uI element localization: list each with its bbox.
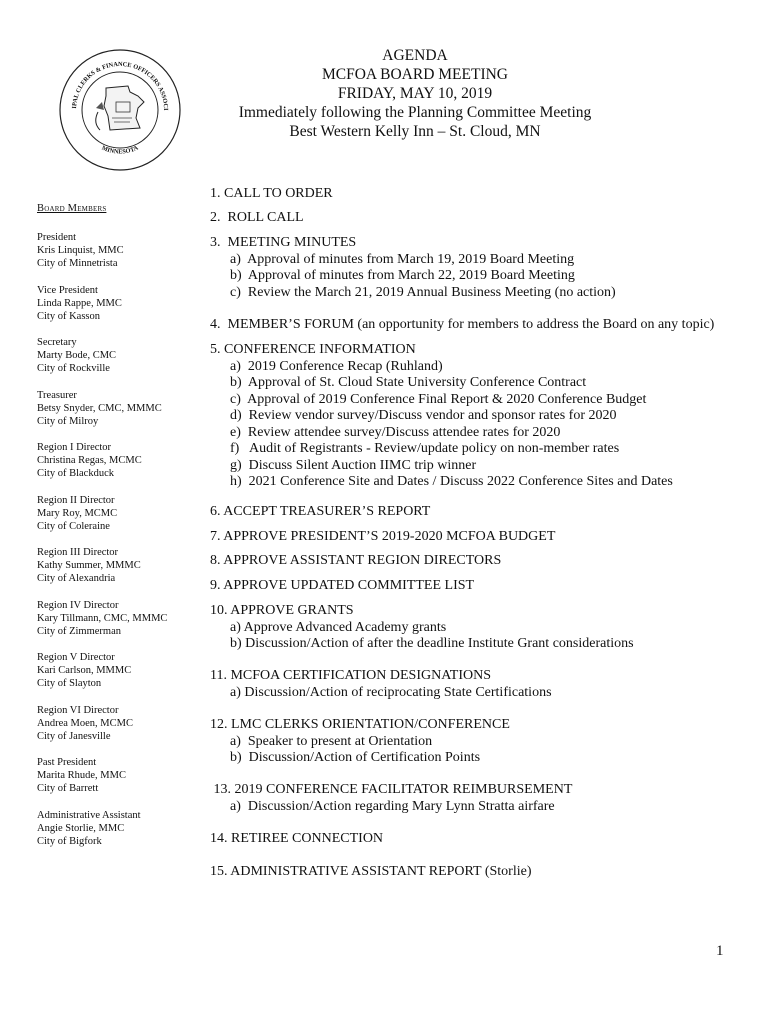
agenda-item <box>210 553 750 570</box>
agenda-subitem: a) Discussion/Action regarding Mary Lynn Stratta airfare <box>230 798 555 814</box>
board-member <box>37 231 197 270</box>
agenda-subitem: h) 2021 Conference Site and Dates / Discuss 2022 Conference Sites and Dates <box>230 474 673 489</box>
member-city: City of Kasson <box>37 310 100 322</box>
svg-text:MUNICIPAL CLERKS & FINANCE OFF: IPAL CLERKS & FINANCE OFFICERS ASSOCI <box>71 60 170 111</box>
agenda-item-label: 3. MEETING MINUTES <box>210 235 357 250</box>
member-role: Region III Director <box>37 547 119 558</box>
agenda-item <box>210 317 750 334</box>
agenda-subitem: c) Review the March 21, 2019 Annual Business Meeting (no action) <box>230 284 616 300</box>
agenda-subitem: b) Discussion/Action of after the deadline Institute Grant considerations <box>230 636 634 651</box>
agenda-subitem: d) Review vendor survey/Discuss vendor and sponsor rates for 2020 <box>230 408 617 423</box>
agenda-subitem: a) 2019 Conference Recap (Ruhland) <box>230 358 443 374</box>
member-role: Region V Director <box>37 652 115 663</box>
agenda-subitem: b) Approval of St. Cloud State University Conference Contract <box>230 375 587 390</box>
agenda-item-label: 6. ACCEPT TREASURER’S REPORT <box>210 504 431 519</box>
agenda-item-label: 10. APPROVE GRANTS <box>210 603 354 618</box>
agenda-item <box>210 529 750 546</box>
member-city: City of Alexandria <box>37 573 116 584</box>
header-meeting-name: MCFOA BOARD MEETING <box>321 66 508 83</box>
member-role: Secretary <box>37 337 77 348</box>
member-city: City of Milroy <box>37 415 99 427</box>
page-number: 1 <box>716 943 724 959</box>
member-role: Past President <box>37 757 97 768</box>
board-member <box>37 336 197 375</box>
agenda-item-label: 11. MCFOA CERTIFICATION DESIGNATIONS <box>210 668 491 683</box>
agenda-item <box>210 668 750 701</box>
member-city: City of Minnetrista <box>37 258 118 269</box>
member-name: Christina Regas, MCMC <box>37 455 142 466</box>
agenda-header <box>215 46 615 141</box>
agenda-item-label: 1. CALL TO ORDER <box>210 186 333 201</box>
board-member <box>37 599 197 638</box>
agenda-subitem: a) Discussion/Action of reciprocating State Certifications <box>230 684 552 700</box>
board-members-list <box>37 231 197 848</box>
agenda-item <box>210 782 750 815</box>
member-city: City of Slayton <box>37 678 102 689</box>
member-name: Kathy Summer, MMMC <box>37 560 141 571</box>
agenda-subitem: c) Approval of 2019 Conference Final Report & 2020 Conference Budget <box>230 391 647 407</box>
member-name: Kris Linquist, MMC <box>37 245 124 256</box>
agenda-item-label: 8. APPROVE ASSISTANT REGION DIRECTORS <box>210 553 502 568</box>
member-city: City of Rockville <box>37 363 110 374</box>
board-member <box>37 494 197 533</box>
agenda-list <box>210 186 750 906</box>
member-name: Kary Tillmann, CMC, MMMC <box>37 612 168 624</box>
board-member <box>37 389 197 428</box>
board-member <box>37 284 197 323</box>
agenda-item-label: 2. ROLL CALL <box>210 210 304 225</box>
agenda-item <box>210 186 750 203</box>
member-city: City of Blackduck <box>37 468 114 479</box>
agenda-item <box>210 342 750 491</box>
board-member <box>37 546 197 585</box>
agenda-item-label: 15. ADMINISTRATIVE ASSISTANT REPORT (Storlie) <box>210 864 532 879</box>
agenda-subitem: a) Approval of minutes from March 19, 2019 Board Meeting <box>230 251 575 267</box>
agenda-subitem: f) Audit of Registrants - Review/update policy on non-member rates <box>230 441 620 456</box>
member-city: City of Janesville <box>37 730 111 742</box>
agenda-item <box>210 717 750 767</box>
member-role: Vice President <box>37 284 98 296</box>
board-member <box>37 809 197 848</box>
header-timing: Immediately following the Planning Committee Meeting <box>238 104 592 121</box>
agenda-item-label: 5. CONFERENCE INFORMATION <box>210 342 416 357</box>
member-city: City of Coleraine <box>37 520 110 532</box>
agenda-item-label: 9. APPROVE UPDATED COMMITTEE LIST <box>210 578 475 593</box>
board-member <box>37 441 197 480</box>
member-name: Linda Rappe, MMC <box>37 297 122 309</box>
board-member <box>37 704 197 743</box>
agenda-subitem: a) Approve Advanced Academy grants <box>230 619 447 635</box>
agenda-item-label: 14. RETIREE CONNECTION <box>210 831 384 846</box>
agenda-item-label: 7. APPROVE PRESIDENT’S 2019-2020 MCFOA BUDGET <box>210 529 556 544</box>
agenda-item <box>210 504 750 521</box>
member-role: Treasurer <box>37 389 77 401</box>
member-city: City of Barrett <box>37 783 99 794</box>
agenda-item <box>210 578 750 595</box>
agenda-item <box>210 864 750 881</box>
member-role: Region I Director <box>37 442 112 453</box>
svg-text:MINNESOTA: MINNESOTA <box>100 144 140 156</box>
member-city: City of Zimmerman <box>37 625 121 637</box>
member-name: Andrea Moen, MCMC <box>37 717 133 729</box>
board-member <box>37 756 197 795</box>
member-name: Marty Bode, CMC <box>37 350 117 361</box>
board-member <box>37 651 197 690</box>
agenda-item-label: 12. LMC CLERKS ORIENTATION/CONFERENCE <box>210 717 510 732</box>
agenda-item <box>210 603 750 653</box>
board-members-sidebar <box>37 202 197 861</box>
member-name: Kari Carlson, MMMC <box>37 665 132 676</box>
agenda-subitem: g) Discuss Silent Auction IIMC trip winner <box>230 457 477 473</box>
seal-graphic <box>58 48 182 172</box>
member-name: Betsy Snyder, CMC, MMMC <box>37 402 162 414</box>
member-role: Region IV Director <box>37 599 119 611</box>
agenda-item <box>210 210 750 227</box>
member-city: City of Bigfork <box>37 835 102 847</box>
member-role: Region II Director <box>37 494 115 506</box>
header-title: AGENDA <box>382 47 448 64</box>
agenda-item <box>210 235 750 301</box>
header-date: FRIDAY, MAY 10, 2019 <box>337 85 493 102</box>
agenda-subitem: e) Review attendee survey/Discuss attendee rates for 2020 <box>230 424 561 440</box>
agenda-item <box>210 831 750 848</box>
board-members-title: Board Members <box>37 203 107 214</box>
agenda-subitem: b) Discussion/Action of Certification Points <box>230 750 481 765</box>
member-name: Marita Rhude, MMC <box>37 770 126 781</box>
agenda-item-label: 13. 2019 CONFERENCE FACILITATOR REIMBURSEMENT <box>210 782 573 797</box>
agenda-subitem: b) Approval of minutes from March 22, 2019 Board Meeting <box>230 268 575 283</box>
association-seal <box>58 48 182 172</box>
member-role: Administrative Assistant <box>37 809 141 821</box>
member-name: Angie Storlie, MMC <box>37 822 125 834</box>
header-location: Best Western Kelly Inn – St. Cloud, MN <box>289 123 541 140</box>
agenda-subitem: a) Speaker to present at Orientation <box>230 733 433 749</box>
member-name: Mary Roy, MCMC <box>37 507 118 519</box>
agenda-item-label: 4. MEMBER’S FORUM (an opportunity for members to address the Board on any topic) <box>210 317 715 332</box>
member-role: Region VI Director <box>37 704 119 716</box>
member-role: President <box>37 232 77 243</box>
